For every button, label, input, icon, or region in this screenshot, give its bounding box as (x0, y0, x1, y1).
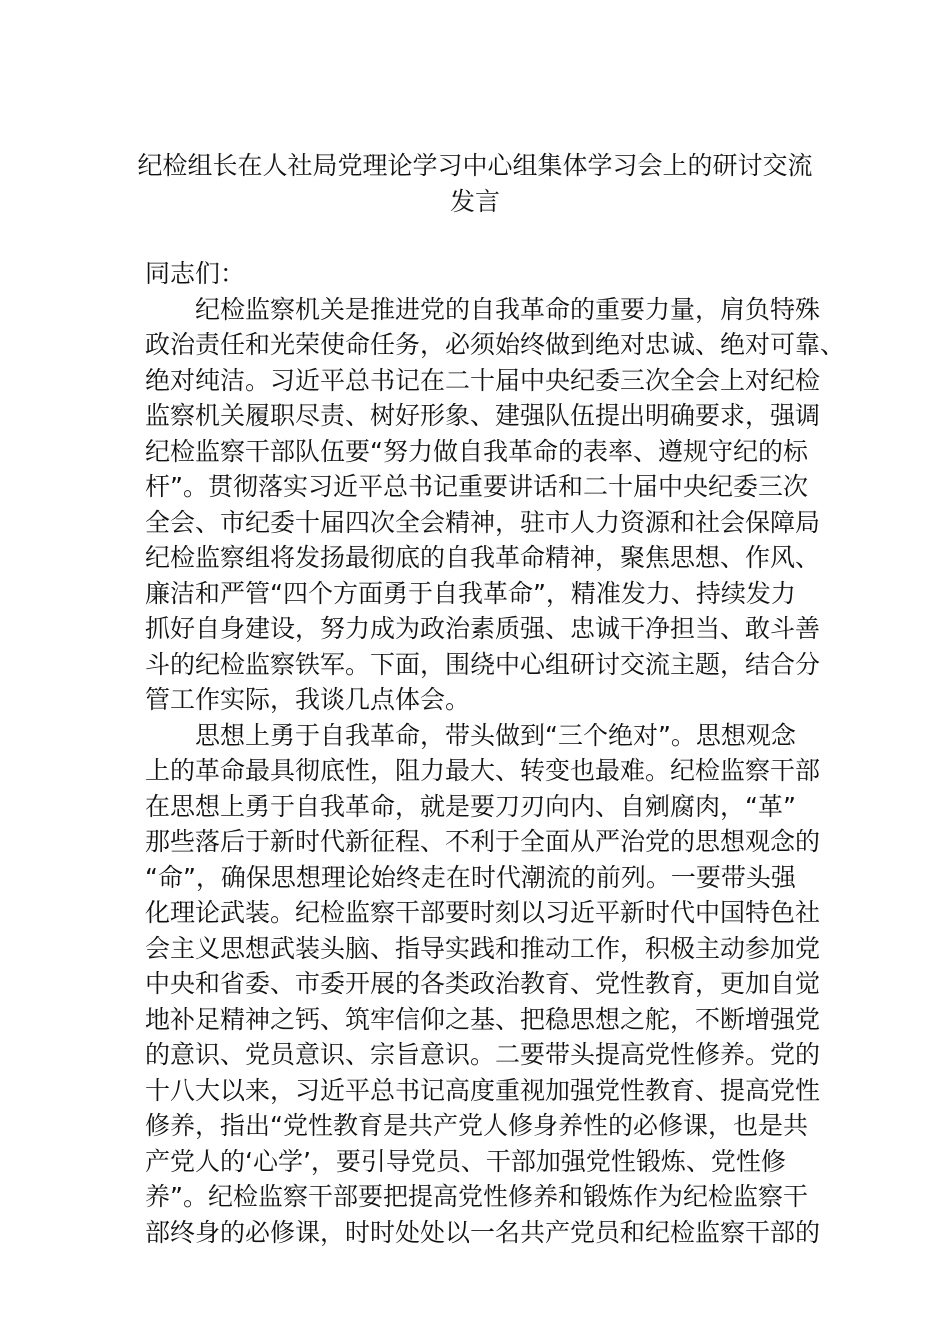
text-line: 杆”。贯彻落实习近平总书记重要讲话和二十届中央纪委三次 (145, 472, 808, 501)
text-line: 纪检监察干部队伍要“努力做自我革命的表率、遵规守纪的标 (145, 436, 808, 466)
text-line: 中央和省委、市委开展的各类政治教育、党性教育，更加自觉 (145, 969, 821, 998)
text-line: 产党人的‘心学’，要引导党员、干部加强党性锻炼、党性修 (145, 1146, 786, 1176)
text-line: 政治责任和光荣使命任务，必须始终做到绝对忠诚、绝对可靠、 (145, 330, 846, 359)
title-line: 纪检组长在人社局党理论学习中心组集体学习会上的研讨交流 (137, 151, 813, 180)
salutation: 同志们： (145, 259, 246, 288)
text-line: 斗的纪检监察铁军。下面，围绕中心组研讨交流主题，结合分 (145, 649, 821, 679)
text-line: 廉洁和严管“四个方面勇于自我革命”，精准发力、持续发力 (145, 578, 796, 608)
text-line: 纪检监察组将发扬最彻底的自我革命精神，聚焦思想、作风、 (145, 543, 821, 572)
text-line: “命”，确保思想理论始终走在时代潮流的前列。一要带头强 (145, 862, 796, 892)
document-title (120, 148, 830, 220)
text-line: 那些落后于新时代新征程、不利于全面从严治党的思想观念的 (145, 827, 821, 856)
text-line: 化理论武装。纪检监察干部要时刻以习近平新时代中国特色社 (145, 898, 821, 927)
text-line: 修养，指出“党性教育是共产党人修身养性的必修课，也是共 (145, 1111, 808, 1140)
text-line: 监察机关履职尽责、树好形象、建强队伍提出明确要求，强调 (145, 401, 821, 430)
text-line: 的意识、党员意识、宗旨意识。二要带头提高党性修养。党的 (145, 1040, 821, 1069)
title-line: 发言 (449, 187, 500, 216)
text-line: 会主义思想武装头脑、指导实践和推动工作，积极主动参加党 (145, 933, 821, 963)
text-line: 管工作实际，我谈几点体会。 (145, 685, 471, 714)
document-body (145, 256, 846, 1250)
text-line: 部终身的必修课，时时处处以一名共产党员和纪检监察干部的 (145, 1217, 821, 1247)
text-line: 纪检监察机关是推进党的自我革命的重要力量，肩负特殊 (145, 294, 821, 324)
text-line: 地补足精神之钙、筑牢信仰之基、把稳思想之舵，不断增强党 (145, 1004, 821, 1034)
text-line: 全会、市纪委十届四次全会精神，驻市人力资源和社会保障局 (145, 507, 821, 537)
text-line: 在思想上勇于自我革命，就是要刀刃向内、自剜腐肉，“革” (145, 791, 796, 821)
text-line: 养”。纪检监察干部要把提高党性修养和锻炼作为纪检监察干 (145, 1182, 808, 1211)
text-line: 上的革命最具彻底性，阻力最大、转变也最难。纪检监察干部 (145, 756, 821, 785)
text-line: 抓好自身建设，努力成为政治素质强、忠诚干净担当、敢斗善 (145, 614, 821, 643)
text-line: 绝对纯洁。习近平总书记在二十届中央纪委三次全会上对纪检 (145, 365, 821, 395)
text-line: 思想上勇于自我革命，带头做到“三个绝对”。思想观念 (145, 720, 796, 750)
text-line: 十八大以来，习近平总书记高度重视加强党性教育、提高党性 (145, 1075, 821, 1105)
